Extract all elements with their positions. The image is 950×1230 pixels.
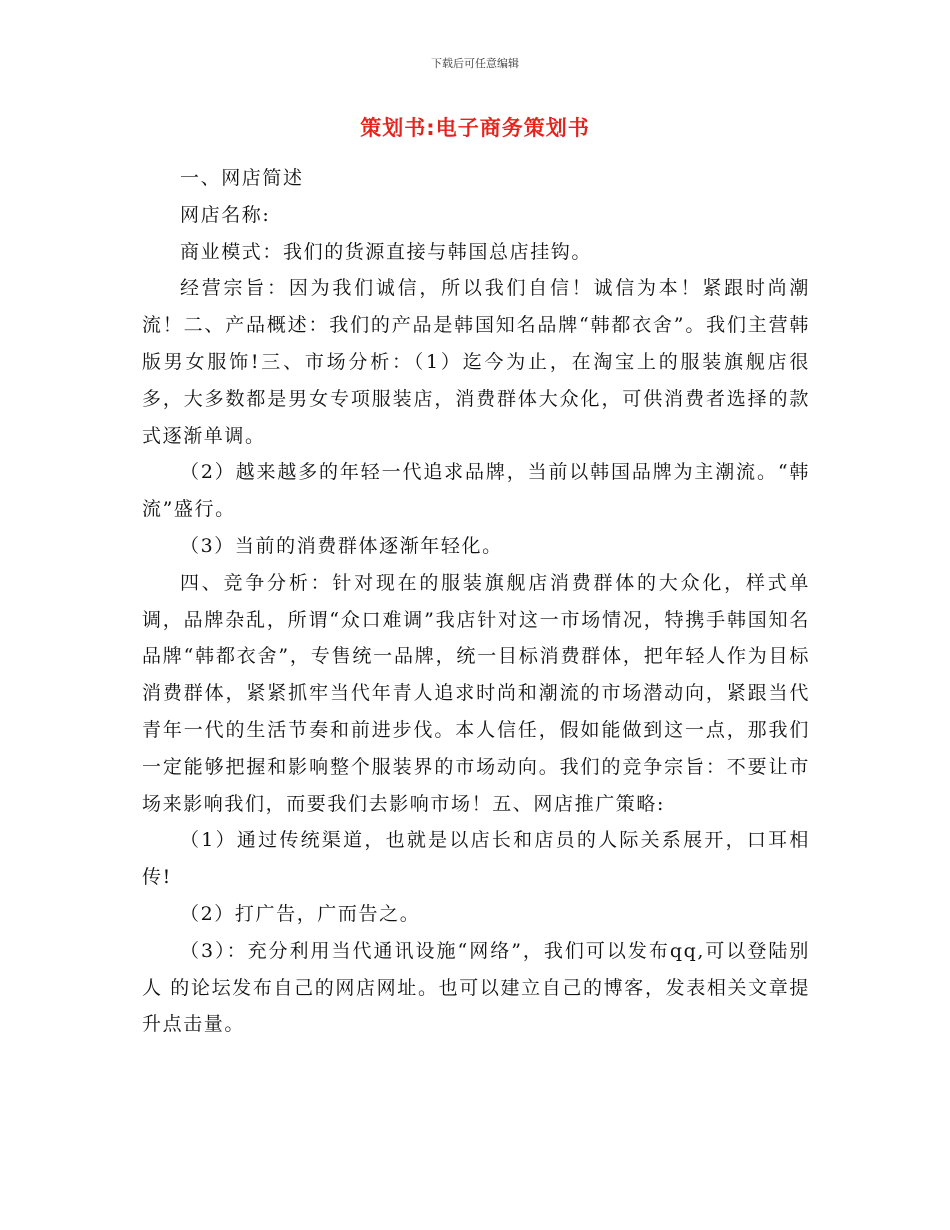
- paragraph-promotion-point-2: （2）打广告，广而告之。: [180, 902, 421, 925]
- paragraph-competition-analysis: 四、竞争分析：针对现在的服装旗舰店消费群体的大众化，样式单调，品牌杂乱，所谓“众口难调”我店针对这一市场情况，特携手韩国知名品牌“韩都衣舍”，专售统一品牌，统一目标消费群体，把年轻人作为目标消费群体，紧紧抓牢当代年青人追求时尚和潮流的市场潜动向，紧跟当代青年一代的生活节奏和前进步伐。本人信任，假如能做到这一点，那我们一定能够把握和影响整个服装界的市场动向。我们的竞争宗旨：不要让市场来影响我们，而要我们去影响市场！五、网店推广策略:: [142, 571, 810, 815]
- paragraph-market-point-3: （3）当前的消费群体逐渐年轻化。: [180, 534, 503, 557]
- document-title: 策划书:电子商务策划书: [360, 116, 590, 140]
- paragraph-promotion-point-1: （1）通过传统渠道，也就是以店长和店员的人际关系展开，口耳相传!: [142, 829, 810, 889]
- paragraph-business-model: 商业模式：我们的货源直接与韩国总店挂钩。: [180, 240, 593, 263]
- paragraph-promotion-point-3: （3）：充分利用当代通讯设施“网络”，我们可以发布qq,可以登陆别 人 的论坛发布自己的网店网址。也可以建立自己的博客，发表相关文章提升点击量。: [142, 939, 810, 1036]
- paragraph-shop-name: 网店名称:: [180, 203, 271, 226]
- document-body: [142, 160, 810, 1043]
- page-header-note: 下载后可任意编辑: [431, 57, 519, 70]
- paragraph-market-point-2: （2）越来越多的年轻一代追求品牌，当前以韩国品牌为主潮流。“韩流”盛行。: [142, 461, 810, 521]
- paragraph-shop-overview-heading: 一、网店简述: [180, 167, 304, 189]
- paragraph-business-purpose: 经营宗旨：因为我们诚信，所以我们自信！诚信为本！紧跟时尚潮流！二、产品概述：我们的产品是韩国知名品牌“韩都衣舍”。我们主营韩版男女服饰!三、市场分析：（1）迄今为止，在淘宝上的服装旗舰店很多，大多数都是男女专项服装店，消费群体大众化，可供消费者选择的款式逐渐单调。: [142, 277, 810, 447]
